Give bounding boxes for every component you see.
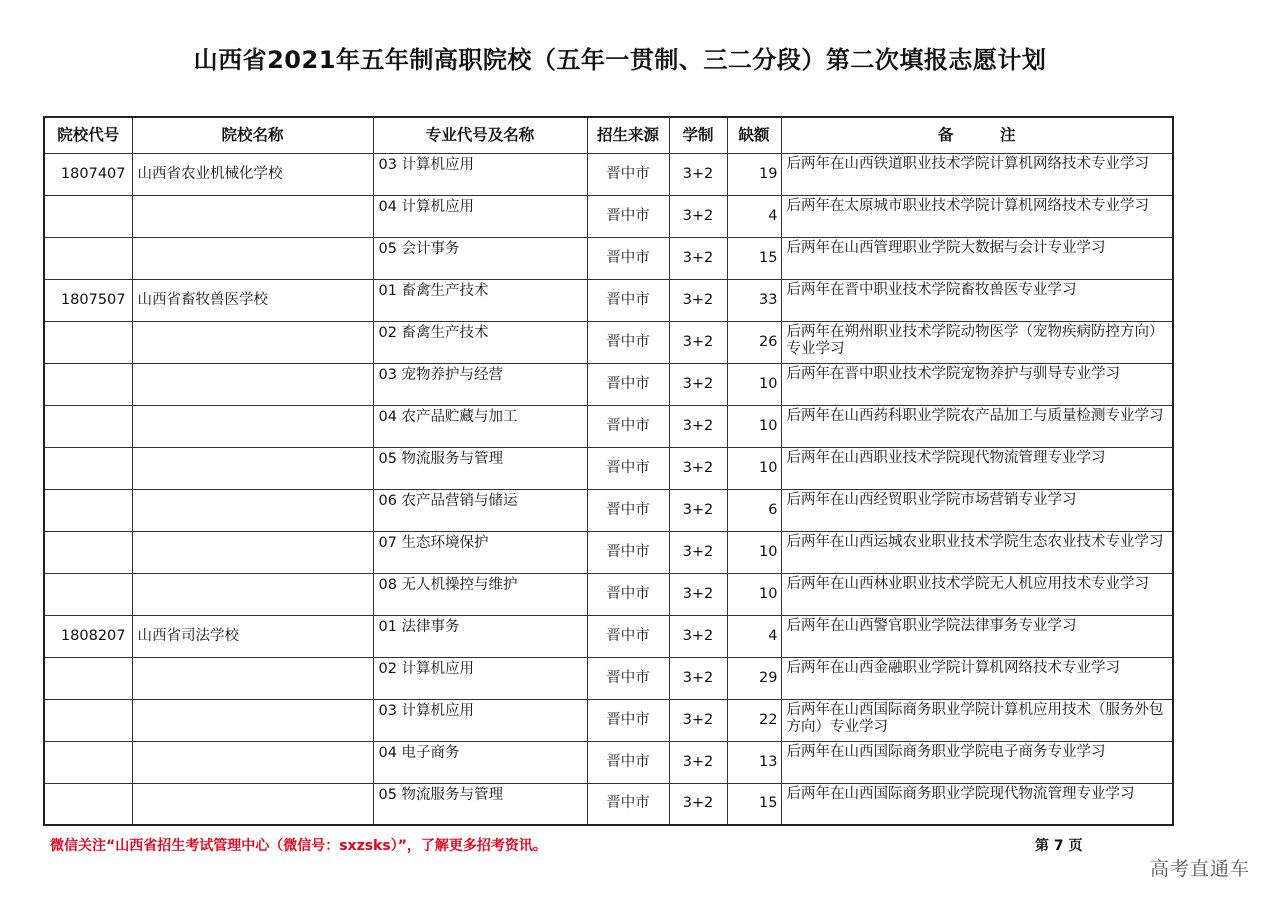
- origin-cell: 晋中市: [587, 657, 669, 699]
- table-header-row: [44, 117, 1173, 153]
- origin-cell: 晋中市: [587, 195, 669, 237]
- school-name-cell: [132, 237, 373, 279]
- major-cell: 04 计算机应用: [373, 195, 587, 237]
- major-cell: 03 计算机应用: [373, 153, 587, 195]
- years-cell: 3+2: [669, 153, 727, 195]
- origin-cell: 晋中市: [587, 153, 669, 195]
- note-cell: 后两年在山西国际商务职业学院电子商务专业学习: [781, 741, 1173, 783]
- table-row: [44, 573, 1173, 615]
- school-name-cell: [132, 405, 373, 447]
- major-cell: 01 法律事务: [373, 615, 587, 657]
- wechat-notice: 微信关注“山西省招生考试管理中心（微信号：sxzsks）”，了解更多招考资讯。: [50, 838, 547, 854]
- years-cell: 3+2: [669, 405, 727, 447]
- header-vacancy: 缺额: [727, 117, 781, 153]
- vacancy-cell: 29: [727, 657, 781, 699]
- school-code-cell: [44, 741, 132, 783]
- major-cell: 02 计算机应用: [373, 657, 587, 699]
- vacancy-cell: 19: [727, 153, 781, 195]
- school-name-cell: [132, 363, 373, 405]
- table-row: [44, 615, 1173, 657]
- vacancy-cell: 10: [727, 531, 781, 573]
- major-cell: 03 计算机应用: [373, 699, 587, 741]
- note-cell: 后两年在山西药科职业学院农产品加工与质量检测专业学习: [781, 405, 1173, 447]
- years-cell: 3+2: [669, 699, 727, 741]
- major-cell: 08 无人机操控与维护: [373, 573, 587, 615]
- years-cell: 3+2: [669, 279, 727, 321]
- vacancy-cell: 6: [727, 489, 781, 531]
- major-cell: 01 畜禽生产技术: [373, 279, 587, 321]
- vacancy-cell: 33: [727, 279, 781, 321]
- vacancy-cell: 4: [727, 615, 781, 657]
- note-cell: 后两年在山西金融职业学院计算机网络技术专业学习: [781, 657, 1173, 699]
- school-code-cell: 1807507: [44, 279, 132, 321]
- origin-cell: 晋中市: [587, 321, 669, 363]
- years-cell: 3+2: [669, 657, 727, 699]
- note-cell: 后两年在朔州职业技术学院动物医学（宠物疾病防控方向）专业学习: [781, 321, 1173, 363]
- header-major: 专业代号及名称: [373, 117, 587, 153]
- major-cell: 02 畜禽生产技术: [373, 321, 587, 363]
- vacancy-cell: 26: [727, 321, 781, 363]
- school-name-cell: [132, 657, 373, 699]
- years-cell: 3+2: [669, 237, 727, 279]
- school-name-cell: [132, 783, 373, 825]
- school-name-cell: [132, 447, 373, 489]
- vacancy-cell: 4: [727, 195, 781, 237]
- vacancy-cell: 10: [727, 447, 781, 489]
- years-cell: 3+2: [669, 321, 727, 363]
- origin-cell: 晋中市: [587, 699, 669, 741]
- note-cell: 后两年在晋中职业技术学院畜牧兽医专业学习: [781, 279, 1173, 321]
- vacancy-cell: 15: [727, 783, 781, 825]
- school-name-cell: 山西省农业机械化学校: [132, 153, 373, 195]
- school-code-cell: [44, 657, 132, 699]
- note-cell: 后两年在山西国际商务职业学院计算机应用技术（服务外包方向）专业学习: [781, 699, 1173, 741]
- note-cell: 后两年在山西职业技术学院现代物流管理专业学习: [781, 447, 1173, 489]
- table-row: [44, 741, 1173, 783]
- origin-cell: 晋中市: [587, 363, 669, 405]
- major-cell: 05 会计事务: [373, 237, 587, 279]
- school-code-cell: [44, 195, 132, 237]
- table-row: [44, 447, 1173, 489]
- table-row: [44, 279, 1173, 321]
- table-row: [44, 531, 1173, 573]
- school-name-cell: [132, 321, 373, 363]
- major-cell: 04 电子商务: [373, 741, 587, 783]
- note-cell: 后两年在晋中职业技术学院宠物养护与驯导专业学习: [781, 363, 1173, 405]
- note-cell: 后两年在山西国际商务职业学院现代物流管理专业学习: [781, 783, 1173, 825]
- table-row: [44, 153, 1173, 195]
- school-code-cell: [44, 531, 132, 573]
- page-number: 第 7 页: [1035, 838, 1083, 854]
- note-cell: 后两年在山西运城农业职业技术学院生态农业技术专业学习: [781, 531, 1173, 573]
- years-cell: 3+2: [669, 489, 727, 531]
- enrollment-plan-table: [43, 116, 1174, 826]
- school-code-cell: [44, 447, 132, 489]
- major-cell: 04 农产品贮藏与加工: [373, 405, 587, 447]
- origin-cell: 晋中市: [587, 489, 669, 531]
- table-row: [44, 657, 1173, 699]
- header-note: 备 注: [781, 117, 1173, 153]
- origin-cell: 晋中市: [587, 405, 669, 447]
- vacancy-cell: 22: [727, 699, 781, 741]
- school-name-cell: 山西省司法学校: [132, 615, 373, 657]
- note-cell: 后两年在山西经贸职业学院市场营销专业学习: [781, 489, 1173, 531]
- major-cell: 05 物流服务与管理: [373, 447, 587, 489]
- table-row: [44, 699, 1173, 741]
- school-name-cell: [132, 489, 373, 531]
- years-cell: 3+2: [669, 615, 727, 657]
- note-cell: 后两年在山西管理职业学院大数据与会计专业学习: [781, 237, 1173, 279]
- years-cell: 3+2: [669, 783, 727, 825]
- school-code-cell: [44, 783, 132, 825]
- school-code-cell: [44, 699, 132, 741]
- school-code-cell: [44, 237, 132, 279]
- table-row: [44, 489, 1173, 531]
- major-cell: 03 宠物养护与经营: [373, 363, 587, 405]
- origin-cell: 晋中市: [587, 741, 669, 783]
- school-name-cell: [132, 195, 373, 237]
- origin-cell: 晋中市: [587, 447, 669, 489]
- school-name-cell: [132, 573, 373, 615]
- vacancy-cell: 10: [727, 363, 781, 405]
- school-name-cell: [132, 531, 373, 573]
- table-row: [44, 321, 1173, 363]
- origin-cell: 晋中市: [587, 531, 669, 573]
- school-code-cell: [44, 321, 132, 363]
- note-cell: 后两年在山西警官职业学院法律事务专业学习: [781, 615, 1173, 657]
- origin-cell: 晋中市: [587, 783, 669, 825]
- header-origin: 招生来源: [587, 117, 669, 153]
- school-name-cell: [132, 699, 373, 741]
- school-code-cell: [44, 363, 132, 405]
- note-cell: 后两年在山西林业职业技术学院无人机应用技术专业学习: [781, 573, 1173, 615]
- origin-cell: 晋中市: [587, 615, 669, 657]
- origin-cell: 晋中市: [587, 237, 669, 279]
- school-name-cell: [132, 741, 373, 783]
- table-row: [44, 405, 1173, 447]
- note-cell: 后两年在山西铁道职业技术学院计算机网络技术专业学习: [781, 153, 1173, 195]
- note-cell: 后两年在太原城市职业技术学院计算机网络技术专业学习: [781, 195, 1173, 237]
- major-cell: 06 农产品营销与储运: [373, 489, 587, 531]
- years-cell: 3+2: [669, 195, 727, 237]
- table-row: [44, 195, 1173, 237]
- table-row: [44, 783, 1173, 825]
- major-cell: 05 物流服务与管理: [373, 783, 587, 825]
- school-code-cell: 1808207: [44, 615, 132, 657]
- school-code-cell: [44, 489, 132, 531]
- header-years: 学制: [669, 117, 727, 153]
- school-code-cell: [44, 405, 132, 447]
- years-cell: 3+2: [669, 363, 727, 405]
- school-code-cell: [44, 573, 132, 615]
- table-row: [44, 363, 1173, 405]
- years-cell: 3+2: [669, 531, 727, 573]
- document-title: 山西省2021年五年制高职院校（五年一贯制、三二分段）第二次填报志愿计划: [193, 46, 1047, 74]
- years-cell: 3+2: [669, 447, 727, 489]
- school-name-cell: 山西省畜牧兽医学校: [132, 279, 373, 321]
- vacancy-cell: 13: [727, 741, 781, 783]
- years-cell: 3+2: [669, 573, 727, 615]
- years-cell: 3+2: [669, 741, 727, 783]
- header-school-name: 院校名称: [132, 117, 373, 153]
- origin-cell: 晋中市: [587, 573, 669, 615]
- school-code-cell: 1807407: [44, 153, 132, 195]
- vacancy-cell: 10: [727, 405, 781, 447]
- origin-cell: 晋中市: [587, 279, 669, 321]
- watermark: 高考直通车: [1149, 858, 1250, 880]
- table-row: [44, 237, 1173, 279]
- major-cell: 07 生态环境保护: [373, 531, 587, 573]
- vacancy-cell: 15: [727, 237, 781, 279]
- vacancy-cell: 10: [727, 573, 781, 615]
- header-school-code: 院校代号: [44, 117, 132, 153]
